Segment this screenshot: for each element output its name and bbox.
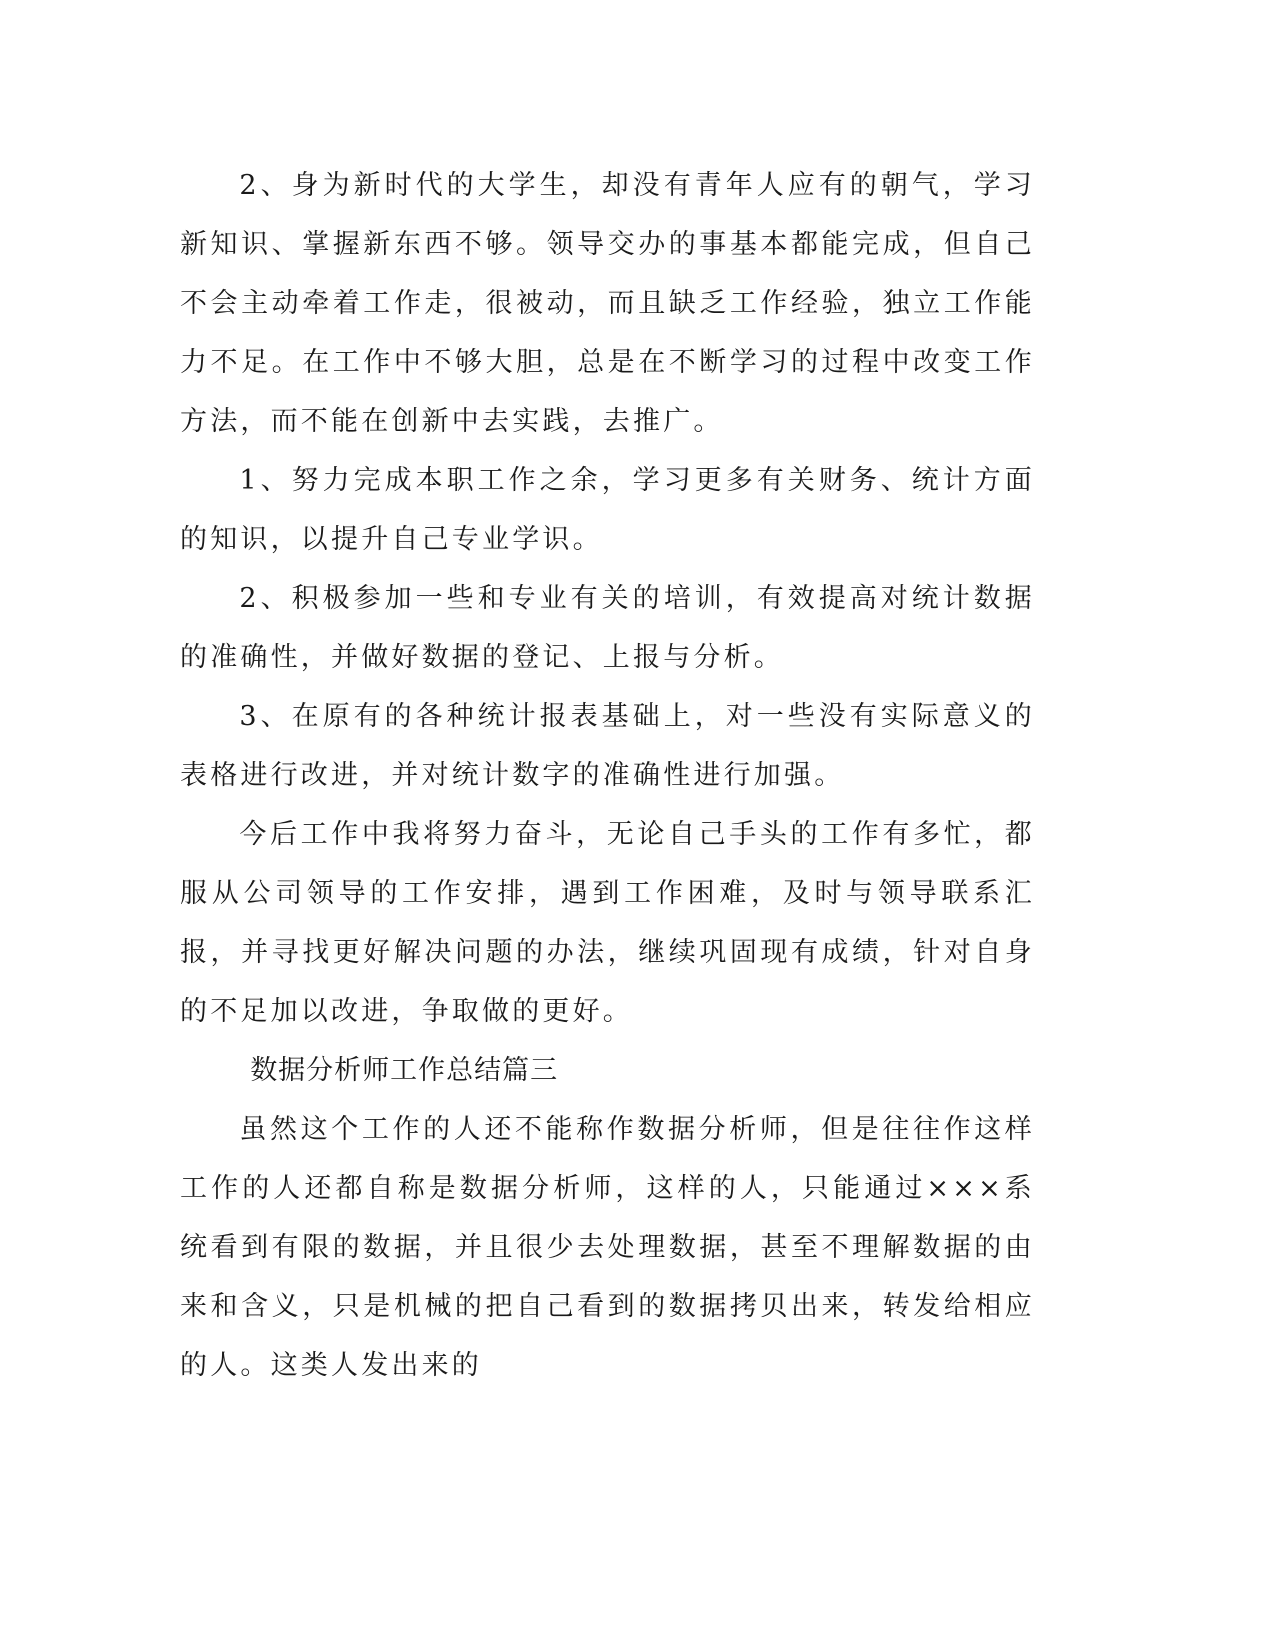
paragraph-self-assessment-2: 2、身为新时代的大学生，却没有青年人应有的朝气，学习新知识、掌握新东西不够。领导交办的事基本都能完成，但自己不会主动牵着工作走，很被动，而且缺乏工作经验，独立工作能力不足。在工作中不够大胆，总是在不断学习的过程中改变工作方法，而不能在创新中去实践，去推广。 [180, 170, 1035, 437]
document-body [180, 156, 1035, 1395]
paragraph-plan-1: 1、努力完成本职工作之余，学习更多有关财务、统计方面的知识，以提升自己专业学识。 [180, 465, 1035, 555]
section-heading: 数据分析师工作总结篇三 [250, 1055, 559, 1086]
paragraph-plan-3: 3、在原有的各种统计报表基础上，对一些没有实际意义的表格进行改进，并对统计数字的准确性进行加强。 [180, 701, 1035, 791]
paragraph-section-three-intro: 虽然这个工作的人还不能称作数据分析师，但是往往作这样工作的人还都自称是数据分析师，这样的人，只能通过×××系统看到有限的数据，并且很少去处理数据，甚至不理解数据的由来和含义，只是机械的把自己看到的数据拷贝出来，转发给相应的人。这类人发出来的 [180, 1114, 1035, 1381]
paragraph-plan-2: 2、积极参加一些和专业有关的培训，有效提高对统计数据的准确性，并做好数据的登记、上报与分析。 [180, 583, 1035, 673]
paragraph-future-work: 今后工作中我将努力奋斗，无论自己手头的工作有多忙，都服从公司领导的工作安排，遇到工作困难，及时与领导联系汇报，并寻找更好解决问题的办法，继续巩固现有成绩，针对自身的不足加以改进，争取做的更好。 [180, 819, 1035, 1027]
